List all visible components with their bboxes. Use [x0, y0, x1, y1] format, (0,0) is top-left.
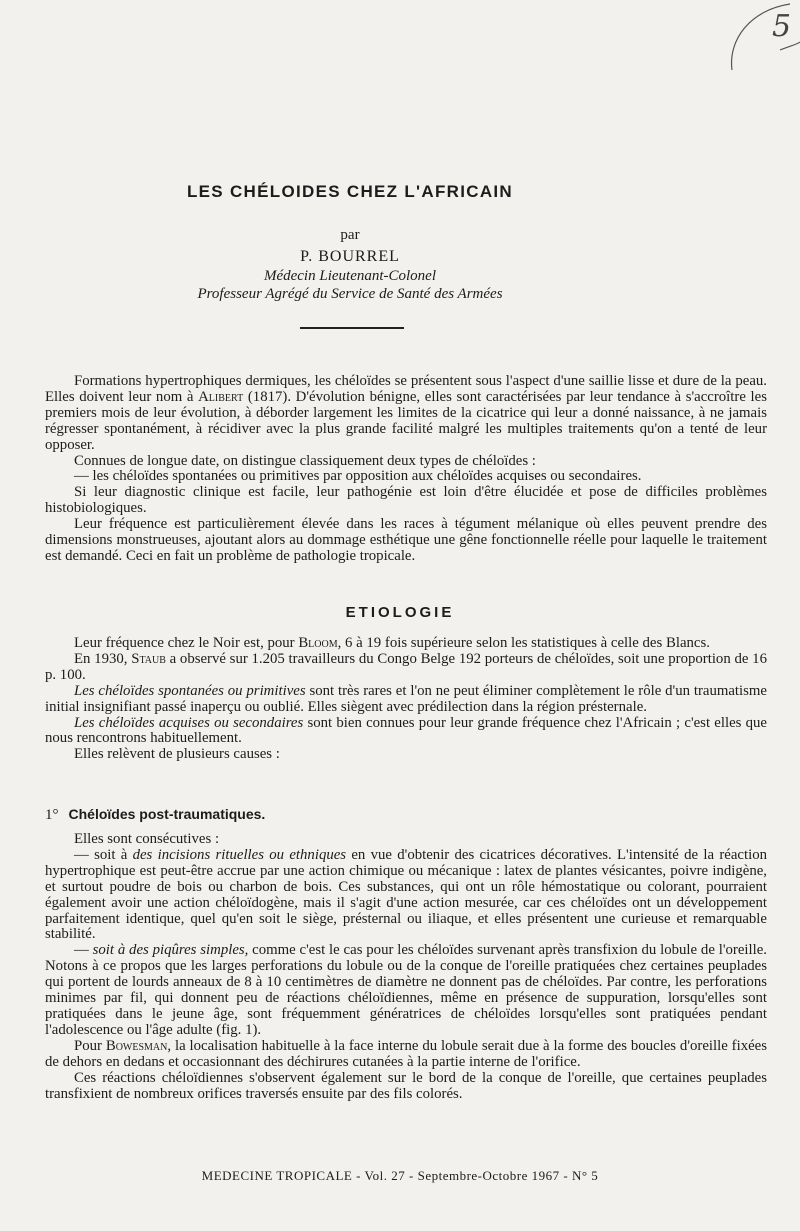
intro-paragraph: Leur fréquence est particulièrement élevée dans les races à tégument mélanique où elles peuvent prendre des dimensions monstrueuses, ajoutant alors au dommage esthétique une gêne fonctionnelle réelle pour laquelle le traitement est demandé. Ceci en fait un problème de pathologie tropicale.	[45, 516, 767, 564]
etiology-paragraph: Les chéloïdes spontanées ou primitives sont très rares et l'on ne peut éliminer complètement le rôle d'un traumatisme initial insignifiant passé inaperçu ou oublié. Elles siègent avec prédilection dans la région présternale.	[45, 682, 767, 715]
etiology-paragraph: Elles relèvent de plusieurs causes :	[74, 746, 280, 763]
journal-footer: MEDECINE TROPICALE - Vol. 27 - Septembre-Octobre 1967 - N° 5	[201, 1168, 599, 1183]
intro-paragraph: Si leur diagnostic clinique est facile, leur pathogénie est loin d'être élucidée et pose de difficiles problèmes histobiologiques.	[45, 484, 767, 517]
author-rank: Médecin Lieutenant-Colonel	[263, 268, 437, 284]
introduction	[45, 374, 767, 565]
author-position: Professeur Agrégé du Service de Santé des Armées	[197, 286, 503, 302]
post-traumatic-section	[45, 832, 767, 1102]
post-paragraph: Pour Bowesman, la localisation habituelle à la face interne du lobule serait due à la forme des boucles d'oreille fixées de dehors en dedans et occasionnant des déchirures cutanées à la partie interne de l'orifice.	[45, 1037, 768, 1070]
by-line: par	[340, 227, 360, 243]
article-title: LES CHÉLOIDES CHEZ L'AFRICAIN	[186, 182, 514, 201]
author-name: P. BOURREL	[300, 248, 400, 265]
etiology-paragraph: En 1930, Staub a observé sur 1.205 travailleurs du Congo Belge 192 porteurs de chéloïdes, soit une proportion de 16 p. 100.	[45, 650, 767, 683]
post-paragraph: — soit à des incisions rituelles ou ethniques en vue d'obtenir des cicatrices décoratives. L'intensité de la réaction hypertrophique est peut-être accrue par une action chimique ou mécanique : latex de plantes vésicantes, poivre indigène, et surtout poudre de bois ou charbon de bois. Ces substances, qui ont un rôle hémostatique ou colorant, pourraient également avoir une action chéloïdogène, mais il s'agit d'une action mesurée, car ces chéloïdes ont un développement parfaitement identique, quel qu'en soit le siège, présternal ou iliaque, et elles présentent une curieuse et remarquable stabilité.	[45, 846, 768, 943]
etiology-section	[45, 636, 767, 763]
page-number-mark	[720, 0, 800, 80]
subsection-title: Chéloïdes post-traumatiques.	[68, 806, 266, 822]
intro-paragraph: Formations hypertrophiques dermiques, les chéloïdes se présentent sous l'aspect d'une saillie lisse et dure de la peau. Elles doivent leur nom à Alibert (1817). D'évolution bénigne, elles sont caractérisées par leur tendance à s'accroître les premiers mois de leur évolution, à déborder largement les limites de la cicatrice qui leur a donné naissance, à ne jamais régresser spontanément, à récidiver avec la plus grande facilité malgré les multiples traitements qu'on a tenté de leur opposer.	[45, 373, 767, 453]
subsection-heading	[45, 806, 265, 824]
intro-list-item: — les chéloïdes spontanées ou primitives par opposition aux chéloïdes acquises ou secondaires.	[74, 468, 642, 485]
intro-paragraph: Connues de longue date, on distingue classiquement deux types de chéloïdes :	[74, 452, 536, 469]
post-paragraph: — soit à des piqûres simples, comme c'est le cas pour les chéloïdes survenant après transfixion du lobule de l'oreille. Notons à ce propos que les larges perforations du lobule ou de la conque de l'oreille pratiquées chez certaines peuplades qui portent de lourds anneaux de 8 à 10 centimètres de diamètre ne donnent pas de chéloïdes. Par contre, les perforations minimes par fil, qui donnent peu de réactions chéloïdiennes, même en présence de suppuration, lorsqu'elles sont pratiquées dans le jeune âge, sont fréquemment génératrices de chéloïdes lorsqu'elles sont pratiquées pendant l'adolescence ou l'âge adulte (fig. 1).	[45, 942, 767, 1038]
subsection-number: 1°	[45, 807, 59, 823]
post-paragraph: Ces réactions chéloïdiennes s'observent également sur le bord de la conque de l'oreille, que certaines peuplades transfixient de nombreux orifices traversés ensuite par des fils colorés.	[45, 1069, 767, 1102]
etiology-paragraph: Leur fréquence chez le Noir est, pour Bloom, 6 à 19 fois supérieure selon les statistiques à celle des Blancs.	[74, 635, 710, 651]
etiology-paragraph: Les chéloïdes acquises ou secondaires sont bien connues pour leur grande fréquence chez l'Africain ; c'est elles que nous rencontrons habituellement.	[45, 714, 767, 747]
title-divider	[300, 327, 404, 329]
post-paragraph: Elles sont consécutives :	[74, 831, 220, 847]
section-heading: ETIOLOGIE	[345, 604, 455, 621]
svg-text:5: 5	[772, 9, 792, 44]
